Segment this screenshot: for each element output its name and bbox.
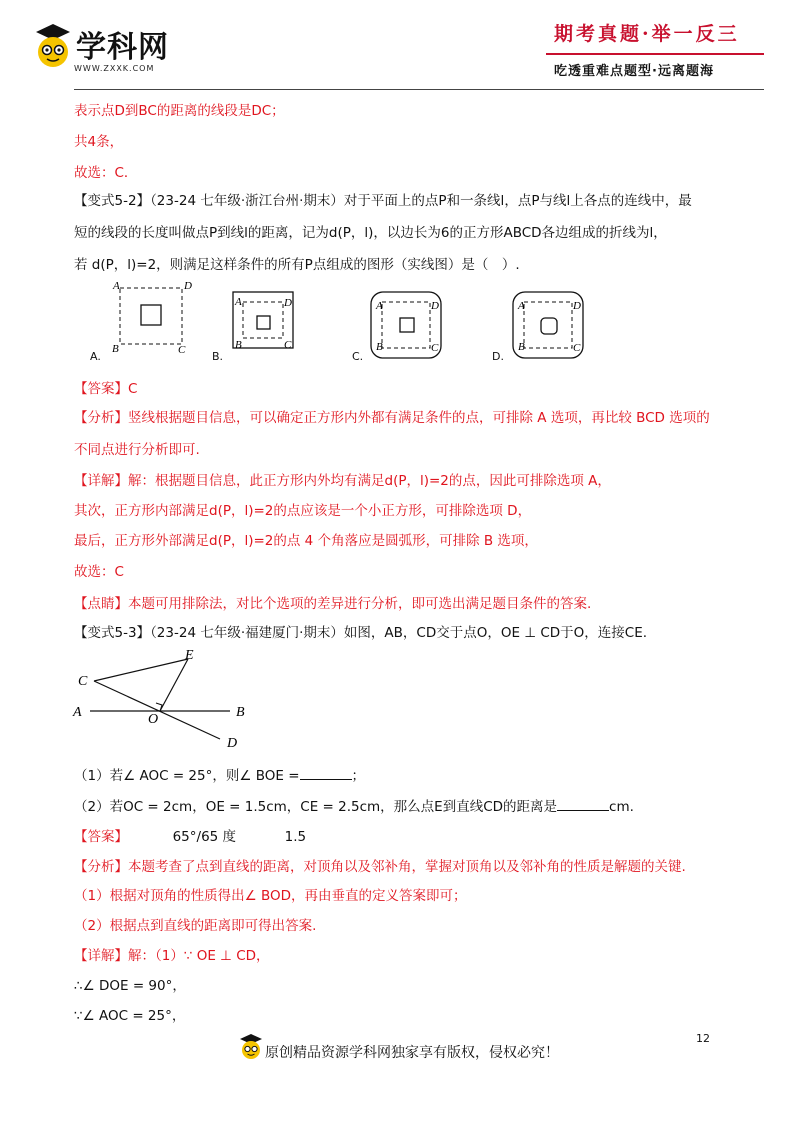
point-label: O	[148, 712, 159, 727]
vertex-label: D	[431, 300, 439, 312]
option-b-label: B.	[212, 350, 224, 363]
point-label: B	[236, 705, 245, 720]
page-number: 12	[696, 1032, 710, 1045]
detail2-line-2: ∴∠ DOE = 90°，	[74, 978, 186, 994]
text-line: 故选：C．	[74, 165, 138, 181]
logo-text: 学科网	[76, 30, 169, 65]
vertex-label: A	[518, 300, 525, 312]
banner-rule	[546, 53, 764, 55]
detail2-line-1	[74, 944, 270, 964]
text-line: 共4条，	[74, 134, 124, 150]
logo-mascot-icon	[32, 22, 74, 70]
option-c-label: C.	[352, 350, 364, 363]
answer-blank[interactable]	[557, 798, 609, 811]
option-a-label: A.	[90, 350, 101, 363]
option-d-label: D.	[492, 350, 504, 363]
analysis-line-2: 不同点进行分析即可.	[74, 442, 200, 458]
vertex-label: C	[573, 342, 581, 354]
question-5-3-line	[74, 621, 647, 641]
banner-title: 期考真题·举一反三	[554, 23, 740, 45]
option-b-figure	[233, 292, 293, 351]
vertex-label: D	[573, 300, 581, 312]
analysis2-line-2: （1）根据对顶角的性质得出∠ BOD，再由垂直的定义答案即可；	[74, 888, 467, 904]
detail-tag: 【详解】	[74, 948, 128, 964]
question-5-2-line-3: 若 d(P，l)=2，则满足这样条件的所有P点组成的图形（实线图）是（ ）.	[74, 257, 520, 273]
point-label: A	[73, 705, 82, 720]
vertex-label: B	[518, 341, 525, 353]
analysis-tag: 【分析】	[74, 859, 128, 875]
point-label: C	[78, 674, 88, 689]
vertex-label: B	[376, 341, 383, 353]
sub-question-text: （2）若OC = 2cm，OE = 1.5cm，CE = 2.5cm，那么点E到直线CD的距离是	[74, 799, 558, 815]
sub-question-2	[74, 795, 634, 815]
sub-question-end: ；	[351, 768, 366, 784]
vertex-label: D	[284, 297, 292, 309]
question-tag: 【变式5-2】	[74, 193, 151, 209]
answer-value: C	[128, 381, 138, 397]
question-source: （23-24 七年级·浙江台州·期末）	[150, 193, 344, 209]
vertex-label: A	[113, 280, 120, 292]
detail-text: 解：根据题目信息，此正方形内外均有满足d(P，l)=2的点，因此可排除选项 A，	[128, 473, 611, 489]
detail-line-3: 最后，正方形外部满足d(P，l)=2的点 4 个角落应是圆弧形，可排除 B 选项，	[74, 533, 538, 549]
header-divider	[74, 89, 764, 90]
text-line: 表示点D到BC的距离的线段是DC；	[74, 103, 285, 119]
options-figure	[80, 276, 620, 366]
banner-subtitle: 吃透重难点题型·远离题海	[554, 64, 714, 79]
vertex-label: A	[235, 296, 242, 308]
answer-tag: 【答案】	[74, 829, 128, 845]
logo-url: WWW.ZXXK.COM	[74, 64, 155, 73]
answer-tag: 【答案】	[74, 381, 128, 397]
comment-line	[74, 592, 591, 612]
comment-tag: 【点睛】	[74, 596, 128, 612]
point-label: E	[185, 648, 194, 663]
sub-question-text: （1）若∠ AOC = 25°，则∠ BOE =	[74, 768, 300, 784]
analysis-line-1	[74, 406, 710, 426]
detail-line-2: 其次，正方形内部满足d(P，l)=2的点应该是一个小正方形，可排除选项 D，	[74, 503, 532, 519]
detail-line-4: 故选：C	[74, 564, 124, 580]
vertex-label: C	[178, 344, 186, 356]
question-tag: 【变式5-3】	[74, 625, 151, 641]
answer-value-2: 1.5	[284, 829, 307, 845]
footer-mascot-icon	[238, 1033, 264, 1061]
vertex-label: D	[184, 280, 192, 292]
answer-blank[interactable]	[300, 767, 352, 780]
question-5-2-line-2: 短的线段的长度叫做点P到线l的距离，记为d(P，l)，以边长为6的正方形ABCD各边组成的折线为l，	[74, 225, 667, 241]
answer-line-2	[74, 825, 306, 845]
detail-text: 解：（1）∵ OE ⊥ CD，	[128, 948, 270, 964]
footer-copyright: 原创精品资源学科网独家享有版权，侵权必究！	[265, 1045, 559, 1061]
question-text: 对于平面上的点P和一条线l，点P与线l上各点的连线中，最	[343, 193, 692, 209]
point-label: D	[227, 736, 238, 751]
option-a-figure	[112, 280, 192, 356]
analysis-tag: 【分析】	[74, 410, 128, 426]
detail2-line-3: ∵∠ AOC = 25°，	[74, 1008, 186, 1024]
question-source: （23-24 七年级·福建厦门·期末）	[150, 625, 344, 641]
vertex-label: A	[376, 300, 383, 312]
vertex-label: B	[112, 343, 119, 355]
vertex-label: C	[431, 342, 439, 354]
analysis-text: 竖线根据题目信息，可以确定正方形内外都有满足条件的点，可排除 A 选项，再比较 BCD 选项的	[128, 410, 710, 426]
analysis-text: 本题考查了点到直线的距离，对顶角以及邻补角，掌握对顶角以及邻补角的性质是解题的关键.	[128, 859, 686, 875]
option-d-figure	[513, 292, 583, 358]
question-text: 如图，AB，CD交于点O，OE ⊥ CD于O，连接CE.	[343, 625, 648, 641]
option-c-figure	[371, 292, 441, 358]
geometry-figure	[70, 645, 270, 755]
vertex-label: C	[284, 339, 292, 351]
sub-question-1	[74, 764, 365, 784]
comment-text: 本题可用排除法，对比个选项的差异进行分析，即可选出满足题目条件的答案.	[128, 596, 592, 612]
answer-value-1: 65°/65 度	[172, 829, 237, 845]
detail-tag: 【详解】	[74, 473, 128, 489]
question-5-2-line-1	[74, 189, 692, 209]
analysis2-line-1	[74, 855, 686, 875]
vertex-label: B	[235, 339, 242, 351]
sub-question-end: cm.	[609, 799, 634, 815]
answer-line	[74, 377, 137, 397]
detail-line-1	[74, 469, 611, 489]
analysis2-line-3: （2）根据点到直线的距离即可得出答案.	[74, 918, 317, 934]
